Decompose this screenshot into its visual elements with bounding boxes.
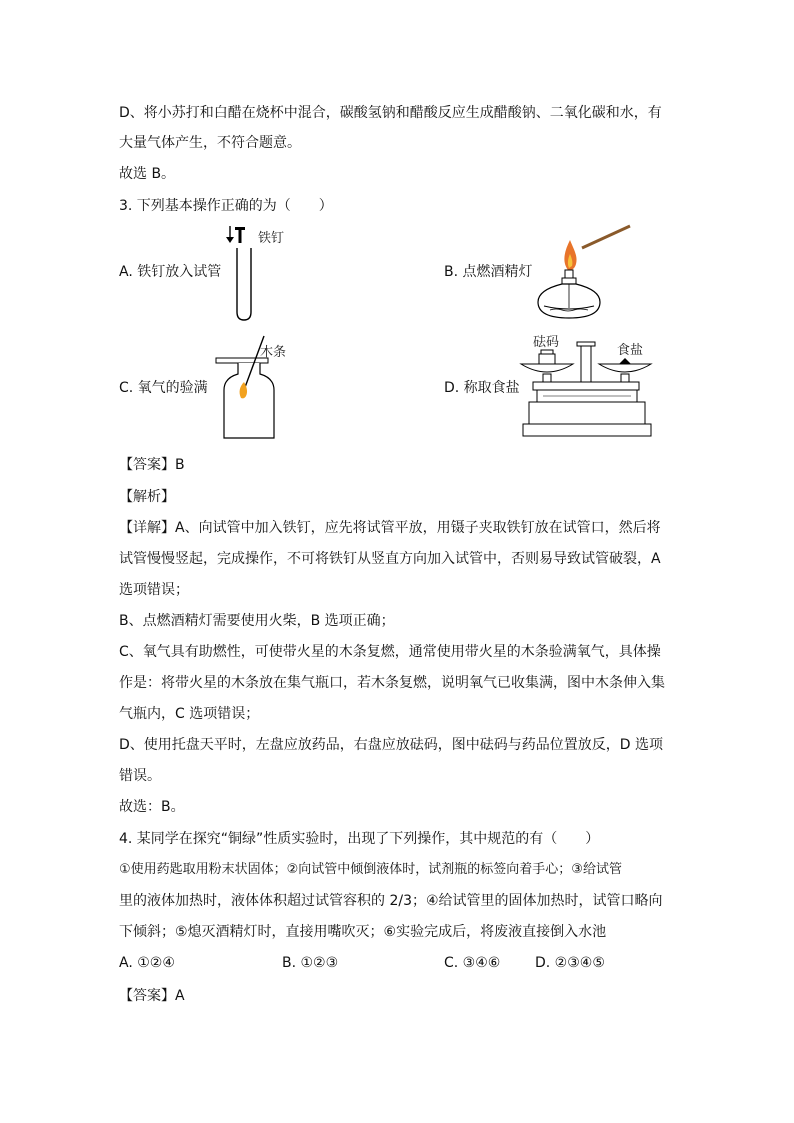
q4-choice-a: A. ①②④ [119, 955, 175, 971]
q4-choice-d: D. ②③④⑤ [535, 955, 605, 971]
weight-figure-label: 砝码 [533, 335, 560, 350]
q3-explanation-1: 【详解】A、向试管中加入铁钉，应先将试管平放，用镊子夹取铁钉放在试管口，然后将 [119, 520, 661, 536]
gas-bottle-figure [214, 334, 314, 440]
salt-figure-label: 食盐 [617, 343, 644, 358]
q4-body-3: 下倾斜；⑤熄灭酒精灯时，直接用嘴吹灭；⑥实验完成后，将废液直接倒入水池 [119, 924, 607, 940]
q3-explanation-4: B、点燃酒精灯需要使用火柴，B 选项正确； [119, 613, 395, 629]
q3-answer: 【答案】B [119, 457, 185, 473]
alcohol-lamp-figure [532, 224, 634, 322]
q4-body-2: 里的液体加热时，液体体积超过试管容积的 2/3；④给试管里的固体加热时，试管口略向 [119, 893, 663, 909]
stick-figure-label: 木条 [260, 345, 287, 360]
q3-explanation-3: 选项错误； [119, 582, 189, 598]
balance-figure [519, 334, 655, 440]
q4-stem: 4. 某同学在探究“铜绿”性质实验时，出现了下列操作，其中规范的有（ ） [119, 831, 600, 847]
q3-option-c: C. 氧气的验满 [119, 380, 208, 396]
q3-explanation-9: 错误。 [119, 768, 161, 784]
d-option-line-1: D、将小苏打和白醋在烧杯中混合，碳酸氢钠和醋酸反应生成醋酸钠、二氧化碳和水，有 [119, 105, 662, 121]
q3-option-d: D. 称取食盐 [444, 380, 520, 396]
nail-figure-label: 铁钉 [258, 231, 285, 246]
q3-explanation-2: 试管慢慢竖起，完成操作，不可将铁钉从竖直方向加入试管中，否则易导致试管破裂，A [119, 551, 661, 567]
q4-choice-b: B. ①②③ [282, 955, 339, 971]
test-tube-nail-figure [222, 224, 312, 322]
q3-option-b: B. 点燃酒精灯 [444, 264, 533, 280]
q3-explanation-6: 作是：将带火星的木条放在集气瓶口，若木条复燃，说明氧气已收集满，图中木条伸入集 [119, 675, 665, 691]
q3-explanation-7: 气瓶内，C 选项错误； [119, 706, 260, 722]
q3-explanation-8: D、使用托盘天平时，左盘应放药品，右盘应放砝码，图中砝码与药品位置放反，D 选项 [119, 737, 664, 753]
q3-option-a: A. 铁钉放入试管 [119, 264, 222, 280]
d-option-line-2: 大量气体产生，不符合题意。 [119, 135, 301, 151]
q2-conclusion: 故选 B。 [119, 166, 176, 182]
q4-body-1: ①使用药匙取用粉末状固体；②向试管中倾倒液体时，试剂瓶的标签向着手心；③给试管 [119, 862, 622, 877]
q4-choice-c: C. ③④⑥ [444, 955, 501, 971]
q3-analysis-head: 【解析】 [119, 489, 175, 505]
q4-answer: 【答案】A [119, 988, 185, 1004]
q3-explanation-10: 故选：B。 [119, 799, 185, 815]
q3-explanation-5: C、氧气具有助燃性，可使带火星的木条复燃，通常使用带火星的木条验满氧气，具体操 [119, 644, 661, 660]
q3-stem: 3. 下列基本操作正确的为（ ） [119, 198, 333, 214]
